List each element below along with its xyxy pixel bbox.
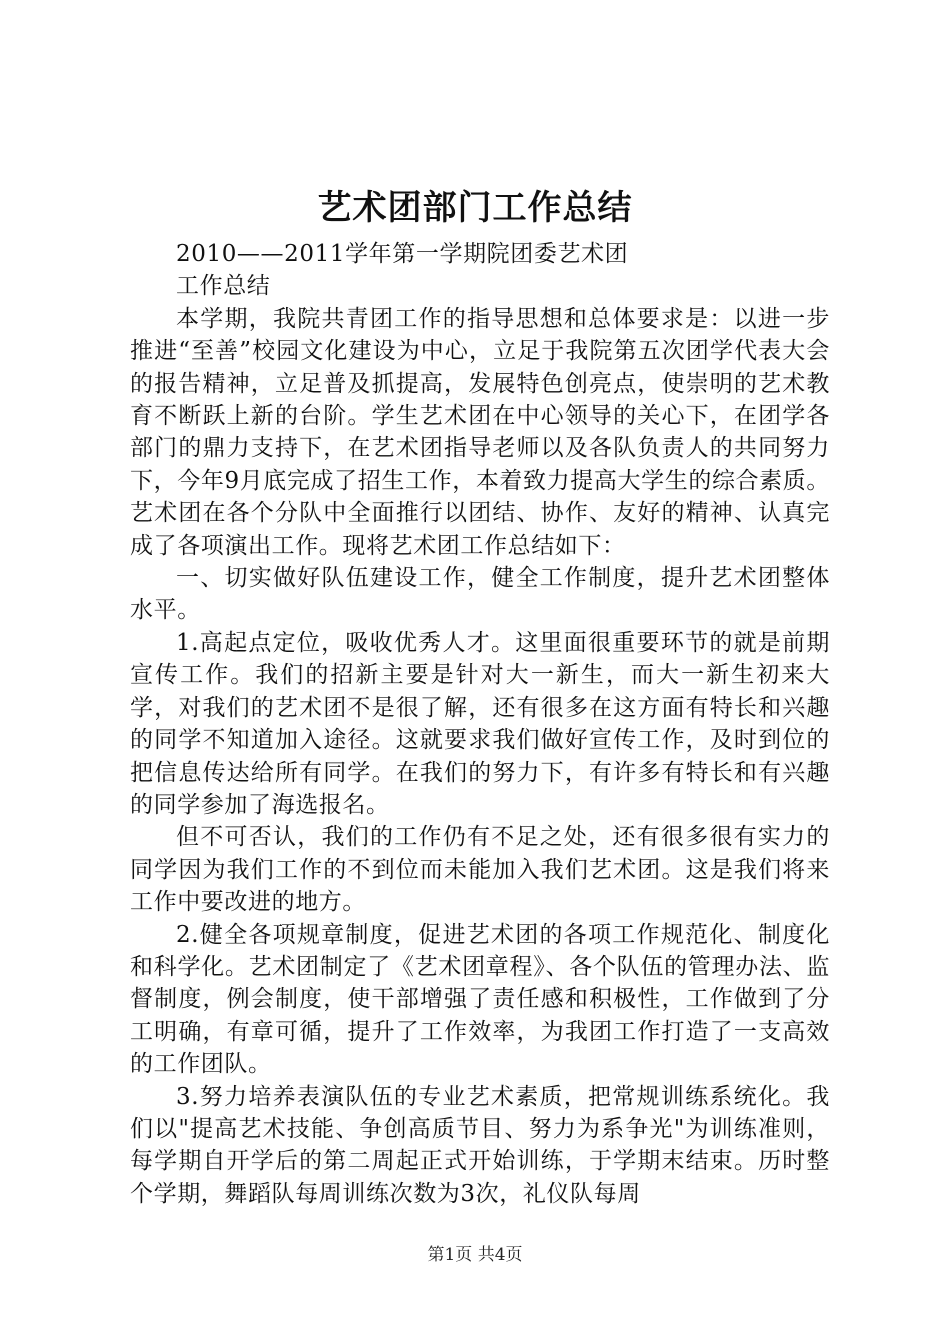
- paragraph-item-2: 2.健全各项规章制度，促进艺术团的各项工作规范化、制度化和科学化。艺术团制定了《艺术团章程》、各个队伍的管理办法、监督制度，例会制度，使干部增强了责任感和积极性，工作做到了分工明确，有章可循，提升了工作效率，为我团工作打造了一支高效的工作团队。: [130, 921, 830, 1078]
- document-body: [130, 238, 830, 1210]
- paragraph-intro: 本学期，我院共青团工作的指导思想和总体要求是：以进一步推进“至善”校园文化建设为中心，立足于我院第五次团学代表大会的报告精神，立足普及抓提高，发展特色创亮点，使崇明的艺术教育不断跃上新的台阶。学生艺术团在中心领导的关心下，在团学各部门的鼎力支持下，在艺术团指导老师以及各队负责人的共同努力下，今年9月底完成了招生工作，本着致力提高大学生的综合素质。艺术团在各个分队中全面推行以团结、协作、友好的精神、认真完成了各项演出工作。现将艺术团工作总结如下：: [130, 305, 830, 559]
- page-number: 第1页 共4页: [427, 1245, 523, 1265]
- paragraph-section-1-heading: 一、切实做好队伍建设工作，健全工作制度，提升艺术团整体水平。: [130, 565, 830, 624]
- paragraph-item-1-note: 但不可否认，我们的工作仍有不足之处，还有很多很有实力的同学因为我们工作的不到位而未能加入我们艺术团。这是我们将来工作中要改进的地方。: [130, 824, 830, 916]
- document-title: 艺术团部门工作总结: [317, 188, 633, 228]
- paragraph-item-3: 3.努力培养表演队伍的专业艺术素质，把常规训练系统化。我们以"提高艺术技能、争创高质节目、努力为系争光"为训练准则，每学期自开学后的第二周起正式开始训练，于学期末结束。历时整个学期，舞蹈队每周训练次数为3次，礼仪队每周: [130, 1083, 830, 1207]
- paragraph-item-1: 1.高起点定位，吸收优秀人才。这里面很重要环节的就是前期宣传工作。我们的招新主要是针对大一新生，而大一新生初来大学，对我们的艺术团不是很了解，还有很多在这方面有特长和兴趣的同学不知道加入途径。这就要求我们做好宣传工作，及时到位的把信息传达给所有同学。在我们的努力下，有许多有特长和有兴趣的同学参加了海选报名。: [130, 629, 830, 818]
- subtitle-line-2: 工作总结: [176, 273, 271, 300]
- subtitle-line-1: 2010——2011学年第一学期院团委艺术团: [176, 241, 629, 267]
